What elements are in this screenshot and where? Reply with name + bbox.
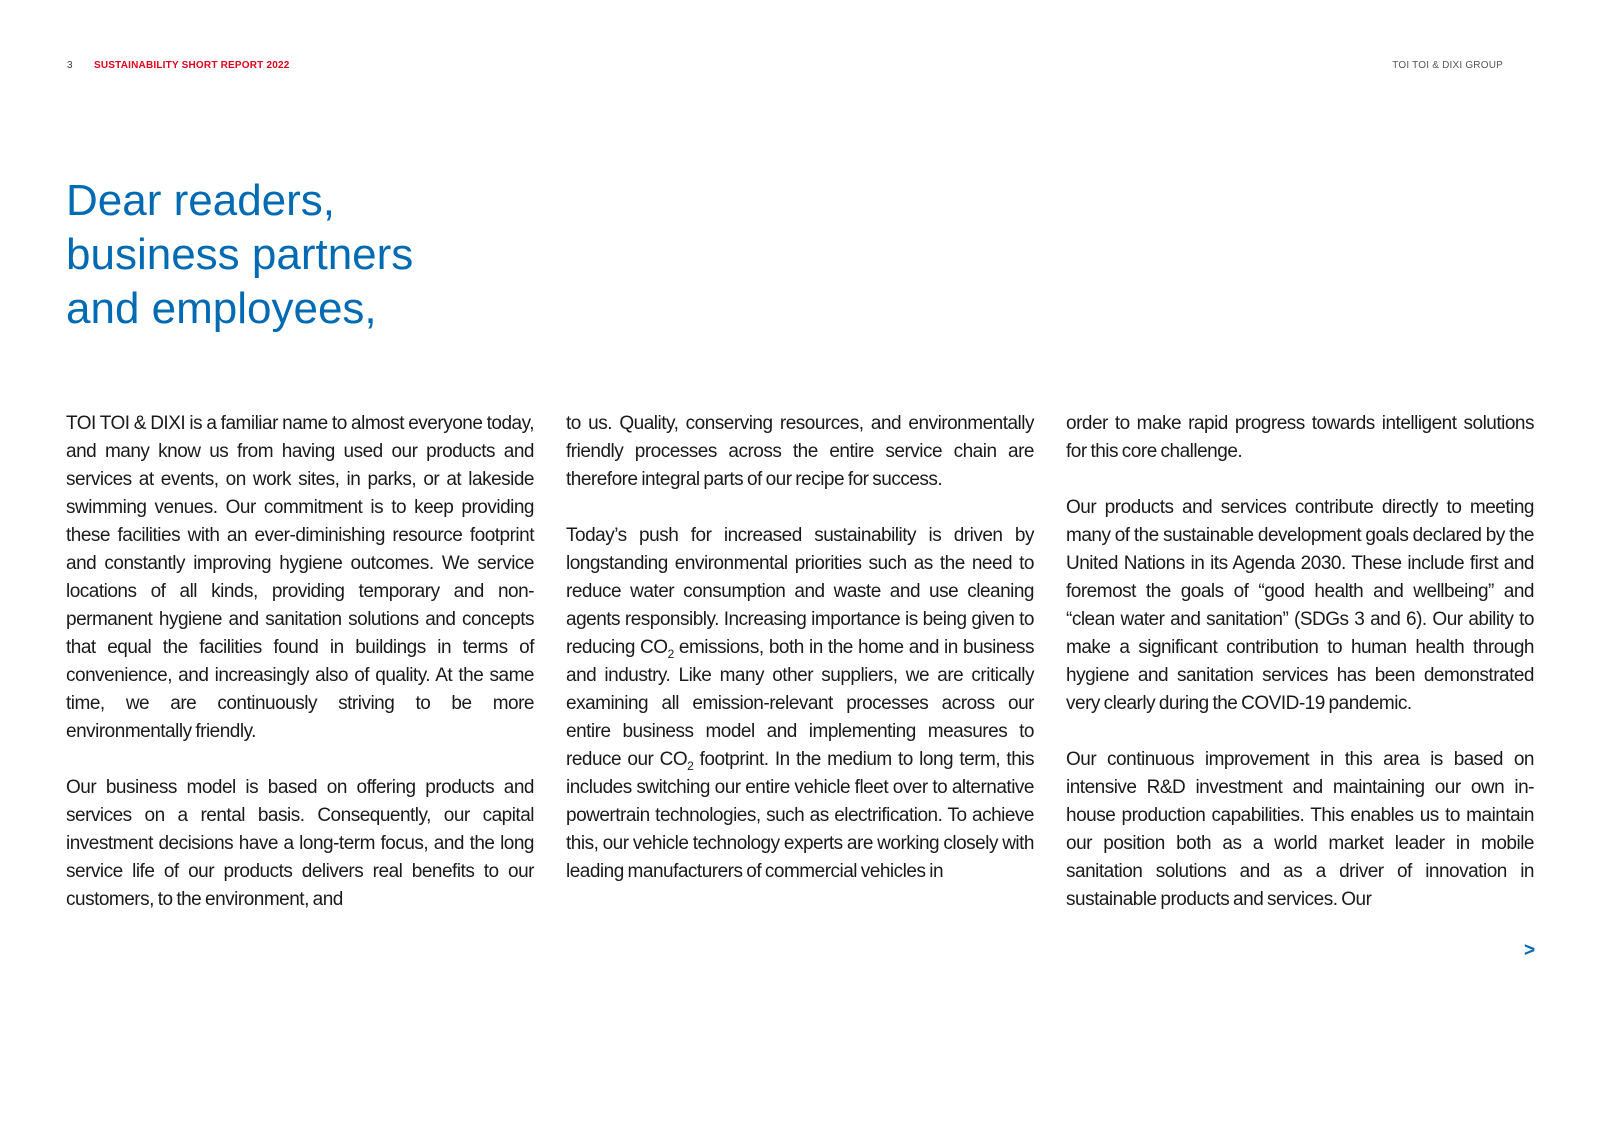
paragraph: order to make rapid progress towards intelligent solutions for this core challenge.	[1066, 413, 1534, 462]
column-3	[1066, 410, 1534, 914]
co2-subscript: 2	[667, 646, 674, 661]
paragraph: to us. Quality, conserving resources, and environmentally friendly processes across the entire service chain are therefore integral parts of our recipe for success.	[566, 413, 1034, 490]
paragraph: TOI TOI & DIXI is a familiar name to almost everyone today, and many know us from having used our products and services at events, on work sites, in parks, or at lakeside swimming venues. Our commitment is to keep providing these facilities with an ever-diminishing resource footprint and constantly improving hygiene outcomes. We service locations of all kinds, providing temporary and non-permanent hygiene and sanitation solutions and concepts that equal the facilities found in buildings in terms of convenience, and increasingly also of quality. At the same time, we are continuously striving to be more environmentally friendly.	[66, 413, 534, 742]
text-run: emissions, both in the home and in business and industry. Like many other suppliers, we are critically examining all emission-relevant processes across our entire business model and implementing measures to reduce our CO	[566, 637, 1034, 770]
column-2	[566, 410, 1034, 914]
paragraph	[566, 522, 1034, 886]
text-run: footprint. In the medium to long term, this includes switching our entire vehicle fleet over to alternative powertrain technologies, such as electrification. To achieve this, our vehicle technology experts are working closely with leading manufacturers of commercial vehicles in	[566, 749, 1034, 882]
column-1	[66, 410, 534, 914]
brand-name: TOI TOI & DIXI GROUP	[1392, 60, 1503, 71]
paragraph: Our products and services contribute directly to meeting many of the sustainable development goals declared by the United Nations in its Agenda 2030. These include first and foremost the goals of “good health and wellbeing” and “clean water and sanitation” (SDGs 3 and 6). Our ability to make a significant contribution to human health through hygiene and sanitation services has been demonstrated very clearly during the COVID-19 pandemic.	[1066, 497, 1534, 714]
headline	[66, 174, 413, 336]
co2-subscript: 2	[687, 758, 694, 773]
paragraph: Our business model is based on offering products and services on a rental basis. Consequently, our capital investment decisions have a long-term focus, and the long service life of our products delivers real benefits to our customers, to the environment, and	[66, 777, 534, 910]
body-columns	[66, 410, 1534, 914]
text-run: Today’s push for increased sustainability is driven by longstanding environmental priorities such as the need to reduce water consumption and waste and use cleaning agents responsibly. Increasing importance is being given to reducing CO	[566, 525, 1034, 658]
continue-arrow-icon[interactable]: >	[1524, 940, 1536, 961]
page-number: 3	[67, 60, 73, 71]
page-header	[67, 60, 1503, 74]
report-title: SUSTAINABILITY SHORT REPORT 2022	[94, 60, 290, 71]
paragraph: Our continuous improvement in this area is based on intensive R&D investment and maintaining our own in-house production capabilities. This enables us to maintain our position both as a world market leader in mobile sanitation solutions and as a driver of innovation in sustainable products and services. Our	[1066, 749, 1534, 910]
headline-line: Dear readers,	[66, 176, 336, 225]
headline-line: business partners	[66, 230, 414, 279]
headline-line: and employees,	[66, 284, 377, 333]
